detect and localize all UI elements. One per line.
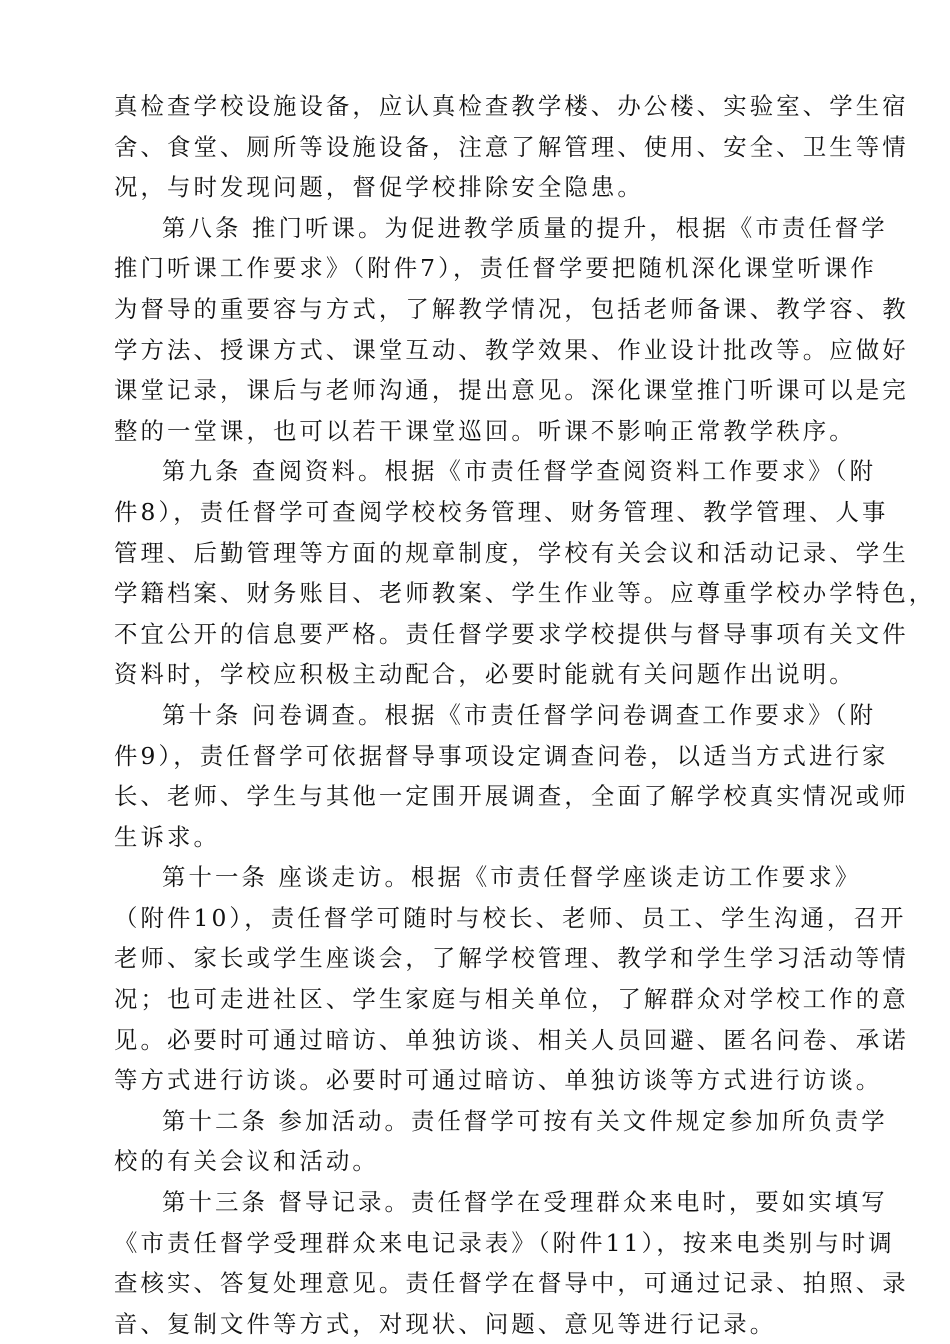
- article-13-heading-line: 第十三条 督导记录。责任督学在受理群众来电时，要如实填写: [162, 1188, 888, 1217]
- article-12-heading-line: 第十二条 参加活动。责任督学可按有关文件规定参加所负责学: [162, 1106, 888, 1135]
- article-8-heading-line: 第八条 推门听课。为促进教学质量的提升，根据《市责任督学: [162, 213, 888, 242]
- text-line: 舍、食堂、厕所等设施设备，注意了解管理、使用、安全、卫生等情: [114, 132, 909, 161]
- text-line: 音、复制文件等方式，对现状、问题、意见等进行记录。: [114, 1309, 777, 1338]
- text-line: 况；也可走进社区、学生家庭与相关单位，了解群众对学校工作的意: [114, 985, 909, 1014]
- text-line: （附件10），责任督学可随时与校长、老师、员工、学生沟通，召开: [114, 903, 907, 932]
- text-line: 资料时，学校应积极主动配合，必要时能就有关问题作出说明。: [114, 660, 856, 689]
- document-body: [114, 86, 936, 1344]
- text-line: 件8），责任督学可查阅学校校务管理、财务管理、教学管理、人事: [114, 497, 889, 526]
- text-line: 见。必要时可通过暗访、单独访谈、相关人员回避、匿名问卷、承诺: [114, 1025, 909, 1054]
- article-9-heading-line: 第九条 查阅资料。根据《市责任督学查阅资料工作要求》（附: [162, 457, 877, 486]
- text-line: 学方法、授课方式、课堂互动、教学效果、作业设计批改等。应做好: [114, 335, 909, 364]
- text-line: 生诉求。: [114, 822, 220, 851]
- text-line: 整的一堂课，也可以若干课堂巡回。听课不影响正常教学秩序。: [114, 416, 856, 445]
- text-line: 件9），责任督学可依据督导事项设定调查问卷，以适当方式进行家: [114, 741, 889, 770]
- text-line: 管理、后勤管理等方面的规章制度，学校有关会议和活动记录、学生: [114, 538, 909, 567]
- text-line: 长、老师、学生与其他一定围开展调查，全面了解学校真实情况或师: [114, 782, 909, 811]
- text-line: 为督导的重要容与方式，了解教学情况，包括老师备课、教学容、教: [114, 294, 909, 323]
- text-line: 等方式进行访谈。必要时可通过暗访、单独访谈等方式进行访谈。: [114, 1066, 883, 1095]
- text-line: 课堂记录，课后与老师沟通，提出意见。深化课堂推门听课可以是完: [114, 376, 909, 405]
- text-line: 学籍档案、财务账目、老师教案、学生作业等。应尊重学校办学特色，: [114, 579, 936, 608]
- text-line: 《市责任督学受理群众来电记录表》（附件11），按来电类别与时调: [114, 1228, 895, 1257]
- text-line: 校的有关会议和活动。: [114, 1147, 379, 1176]
- text-line: 推门听课工作要求》（附件7），责任督学要把随机深化课堂听课作: [114, 254, 877, 283]
- text-line: 老师、家长或学生座谈会，了解学校管理、教学和学生学习活动等情: [114, 944, 909, 973]
- text-line: 真检查学校设施设备，应认真检查教学楼、办公楼、实验室、学生宿: [114, 92, 909, 120]
- text-line: 况，与时发现问题，督促学校排除安全隐患。: [114, 173, 644, 202]
- article-11-heading-line: 第十一条 座谈走访。根据《市责任督学座谈走访工作要求》: [162, 863, 862, 892]
- text-line: 不宜公开的信息要严格。责任督学要求学校提供与督导事项有关文件: [114, 619, 909, 648]
- text-line: 查核实、答复处理意见。责任督学在督导中，可通过记录、拍照、录: [114, 1269, 909, 1298]
- article-10-heading-line: 第十条 问卷调查。根据《市责任督学问卷调查工作要求》（附: [162, 700, 877, 729]
